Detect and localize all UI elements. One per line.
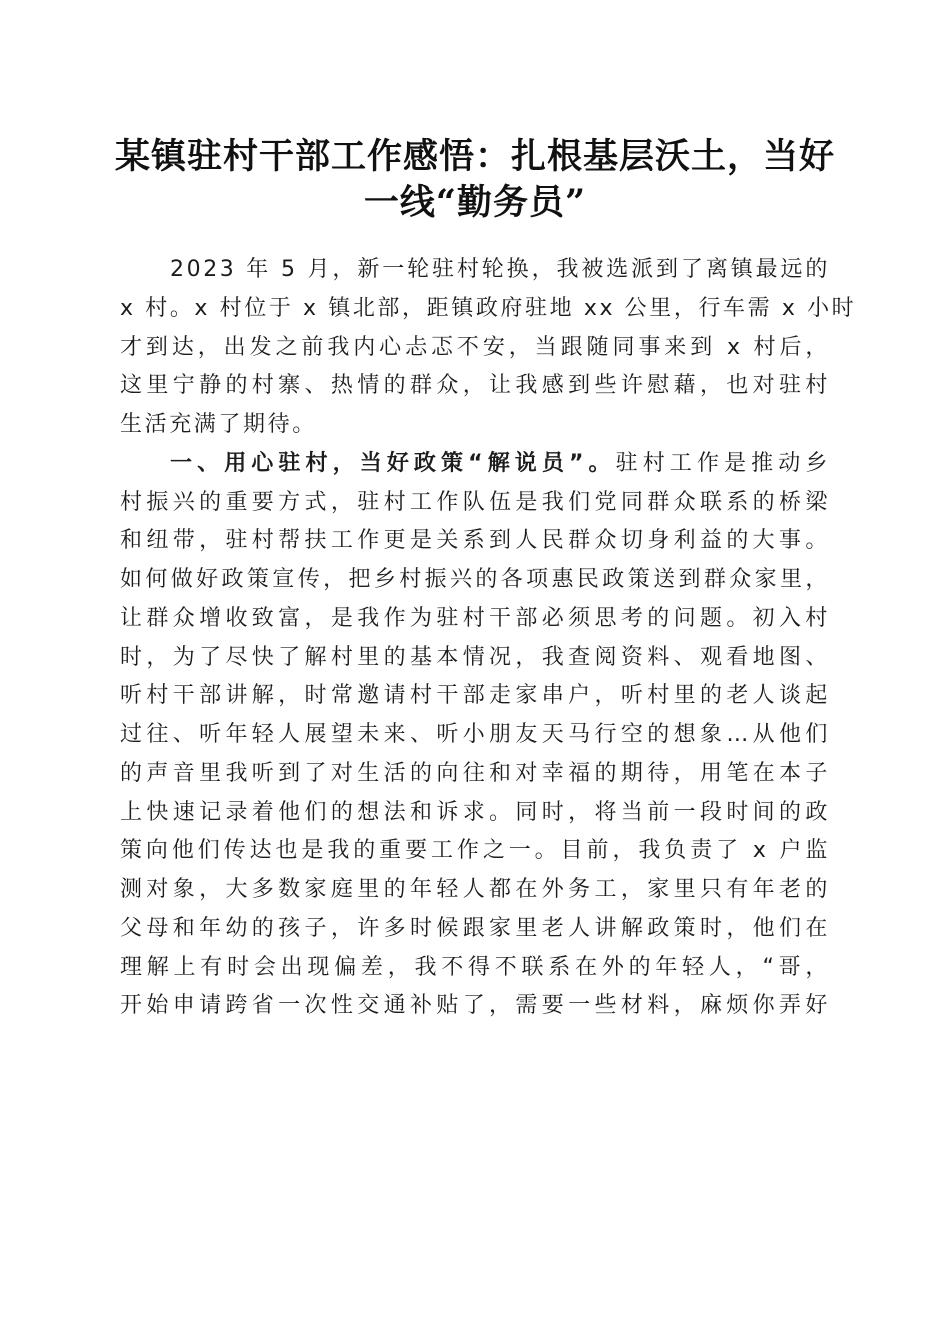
document-title	[100, 134, 850, 226]
title-line-2: 一线“勤务员”	[363, 182, 587, 223]
paragraph-line: 策向他们传达也是我的重要工作之一。目前，我负责了 x 户监	[120, 838, 830, 864]
paragraph-line: 父母和年幼的孩子，许多时候跟家里老人讲解政策时，他们在	[120, 915, 830, 941]
paragraph-line: 让群众增收致富，是我作为驻村干部必须思考的问题。初入村	[120, 605, 830, 631]
paragraph-line: 的声音里我听到了对生活的向往和对幸福的期待，用笔在本子	[120, 760, 830, 786]
paragraph-line: 和纽带，驻村帮扶工作更是关系到人民群众切身利益的大事。	[120, 528, 830, 554]
paragraph-line: 听村干部讲解，时常邀请村干部走家串户，听村里的老人谈起	[120, 683, 830, 709]
paragraph-line: 这里宁静的村寨、热情的群众，让我感到些许慰藉，也对驻村	[120, 373, 830, 399]
title-line-1: 某镇驻村干部工作感悟：扎根基层沃土，当好	[114, 136, 835, 177]
paragraph-line-rest: 驻村工作是推动乡	[615, 450, 830, 476]
paragraph-line: 过往、听年轻人展望未来、听小朋友天马行空的想象…从他们	[120, 722, 830, 747]
paragraph-line: x 村。x 村位于 x 镇北部，距镇政府驻地 xx 公里，行车需 x 小时	[120, 295, 857, 321]
paragraph-line: 生活充满了期待。	[120, 412, 317, 437]
paragraph-line: 理解上有时会出现偏差，我不得不联系在外的年轻人，“哥，	[120, 954, 830, 980]
paragraph-line: 2023 年 5 月，新一轮驻村轮换，我被选派到了离镇最远的	[170, 257, 830, 282]
paragraph-line: 时，为了尽快了解村里的基本情况，我查阅资料、观看地图、	[120, 644, 830, 670]
section-heading: 一、用心驻村，当好政策“解说员”。	[170, 450, 616, 476]
paragraph-line: 测对象，大多数家庭里的年轻人都在外务工，家里只有年老的	[120, 877, 830, 902]
paragraph-first-line	[120, 445, 830, 484]
paragraph-line: 村振兴的重要方式，驻村工作队伍是我们党同群众联系的桥梁	[120, 489, 830, 515]
paragraph-2	[120, 445, 830, 1026]
paragraph-line: 上快速记录着他们的想法和诉求。同时，将当前一段时间的政	[120, 799, 830, 825]
paragraph-line: 才到达，出发之前我内心忐忑不安，当跟随同事来到 x 村后，	[120, 334, 830, 360]
paragraph-line: 开始申请跨省一次性交通补贴了，需要一些材料，麻烦你弄好	[120, 993, 830, 1019]
paragraph-1	[120, 251, 857, 445]
document-body	[120, 251, 857, 1026]
paragraph-line: 如何做好政策宣传，把乡村振兴的各项惠民政策送到群众家里，	[120, 567, 830, 592]
